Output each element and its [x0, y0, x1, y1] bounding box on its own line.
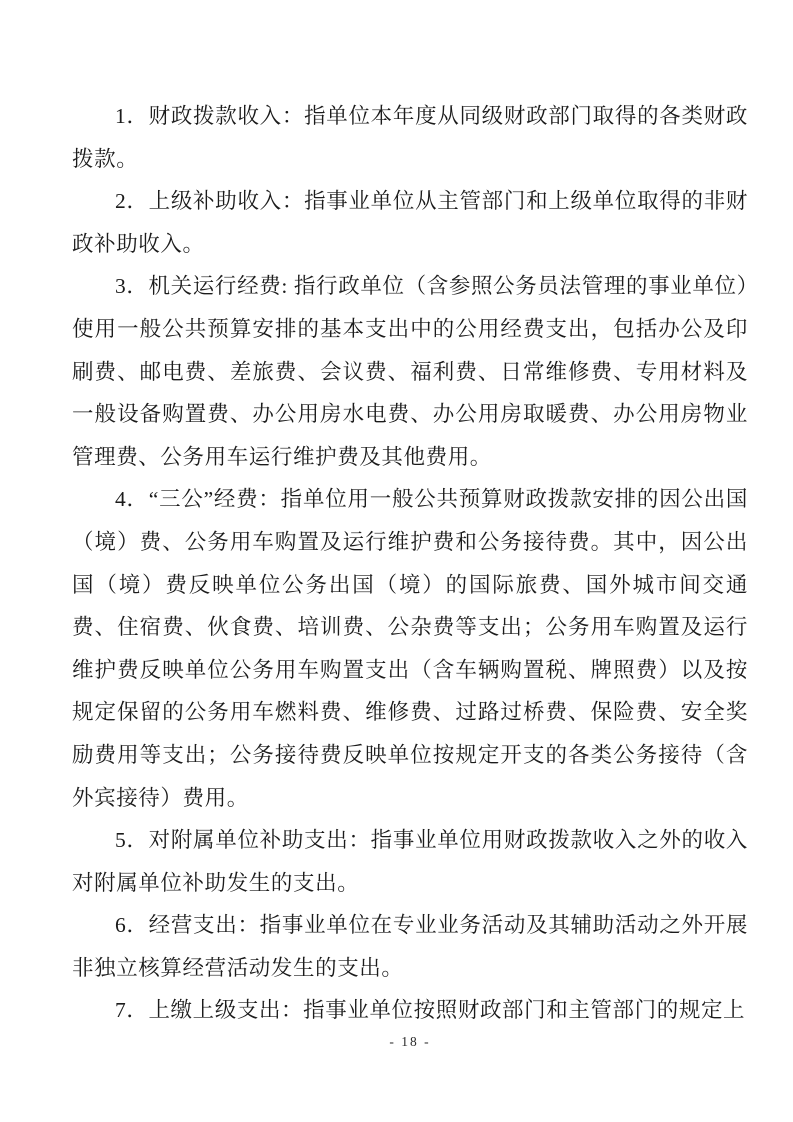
paragraph-superior-subsidy-income: 2．上级补助收入：指事业单位从主管部门和上级单位取得的非财政补助收入。 — [72, 189, 748, 256]
paragraph-operating-expenditure: 6．经营支出：指事业单位在专业业务活动及其辅助活动之外开展非独立核算经营活动发生的支出。 — [72, 913, 748, 980]
page-footer — [72, 1033, 748, 1051]
paragraph-three-public-funds: 4．“三公”经费：指单位用一般公共预算财政拨款安排的因公出国（境）费、公务用车购置及运行维护费和公务接待费。其中，因公出国（境）费反映单位公务出国（境）的国际旅费、国外城市间交通费、住宿费、伙食费、培训费、公杂费等支出；公务用车购置及运行维护费反映单位公务用车购置支出（含车辆购置税、牌照费）以及按规定保留的公务用车燃料费、维修费、过路过桥费、保险费、安全奖励费用等支出；公务接待费反映单位按规定开支的各类公务接待（含外宾接待）费用。 — [72, 487, 748, 810]
paragraph-fiscal-appropriation-income: 1．财政拨款收入：指单位本年度从同级财政部门取得的各类财政拨款。 — [72, 104, 748, 171]
document-body — [72, 95, 748, 1032]
paragraph-payment-to-superior: 7．上缴上级支出：指事业单位按照财政部门和主管部门的规定上 — [115, 998, 746, 1023]
page-number: - 18 - — [389, 1034, 431, 1049]
paragraph-agency-operating-funds: 3．机关运行经费: 指行政单位（含参照公务员法管理的事业单位）使用一般公共预算安排的基本支出中的公用经费支出，包括办公及印刷费、邮电费、差旅费、会议费、福利费、日常维修费、专用材料及一般设备购置费、办公用房水电费、办公用房取暖费、办公用房物业管理费、公务用车运行维护费及其他费用。 — [72, 274, 748, 469]
paragraph-subsidy-to-affiliated-units: 5．对附属单位补助支出：指事业单位用财政拨款收入之外的收入对附属单位补助发生的支出。 — [72, 828, 748, 895]
